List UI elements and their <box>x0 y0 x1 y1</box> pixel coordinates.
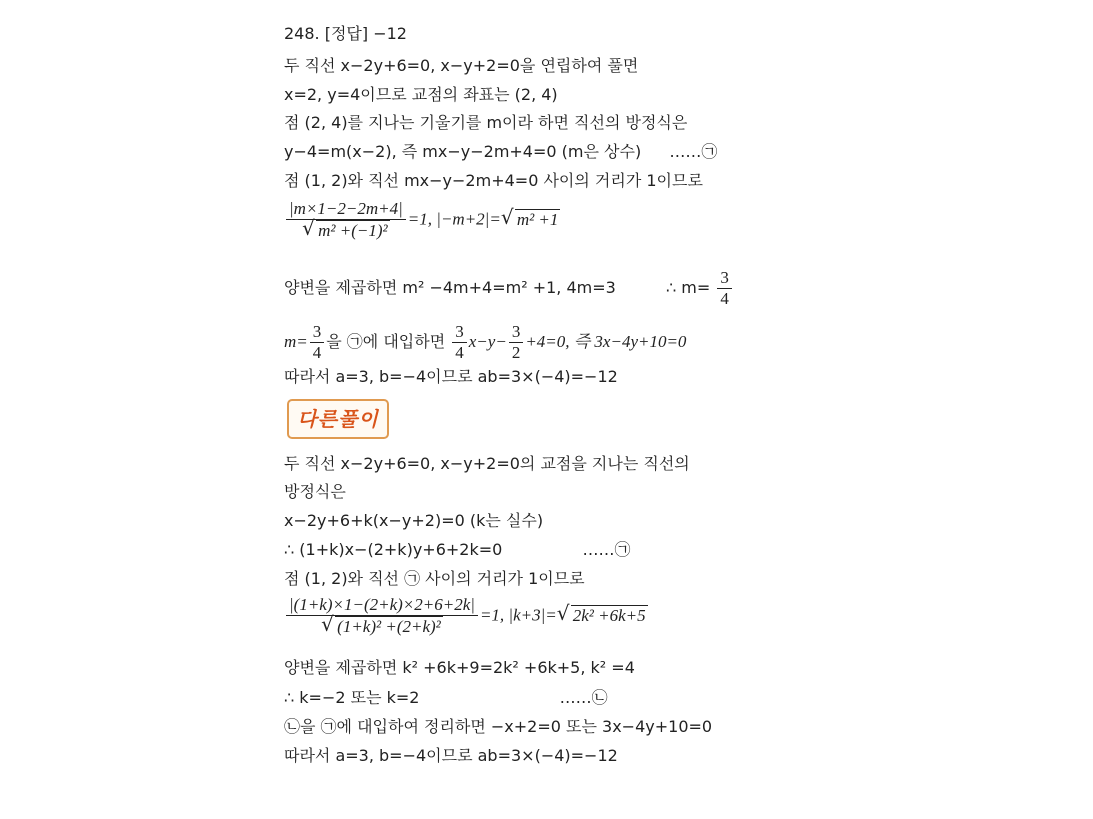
line-conclusion: 따라서 a=3, b=−4이므로 ab=3×(−4)=−12 <box>284 367 618 386</box>
alt-line-7: 양변을 제곱하면 k² +6k+9=2k² +6k+5, k² =4 <box>284 658 635 677</box>
line-intersection-point: x=2, y=4이므로 교점의 좌표는 (2, 4) <box>284 85 558 104</box>
fraction-1-denominator: √ m² +(−1)² <box>286 219 406 241</box>
m-fraction: $\frac{3}{4}$ <box>310 322 325 363</box>
equation-marker-alt-2: ……㉡ <box>559 688 608 707</box>
m-value-fraction: $\frac{3}{4}$ <box>717 268 732 309</box>
alt-line-5: 점 (1, 2)와 직선 ㉠ 사이의 거리가 1이므로 <box>284 569 585 588</box>
line-equation-text: y−4=m(x−2), 즉 mx−y−2m+4=0 (m은 상수) <box>284 142 642 161</box>
alt-line-3: x−2y+6+k(x−y+2)=0 (k는 실수) <box>284 511 544 530</box>
alt-line-10: 따라서 a=3, b=−4이므로 ab=3×(−4)=−12 <box>284 746 618 765</box>
alt-line-4: ∴ (1+k)x−(2+k)y+6+2k=0 ……㉠ <box>284 540 631 559</box>
line-equation <box>284 141 717 163</box>
distance-fraction-2 <box>286 595 478 637</box>
line-intersect-setup: 두 직선 x−2y+6=0, x−y+2=0을 연립하여 풀면 <box>284 56 639 75</box>
alt-line-1: 두 직선 x−2y+6=0, x−y+2=0의 교점을 지나는 직선의 <box>284 454 690 473</box>
therefore-m: ∴ m= <box>666 278 711 297</box>
fraction-1-numerator: |m×1−2−2m+4| <box>289 199 403 218</box>
distance-formula-1 <box>284 199 560 241</box>
coef-fraction-const: $\frac{3}{2}$ <box>509 322 524 363</box>
sqrt-2-expression: √ 2k² +6k+5 <box>556 600 646 625</box>
distance-formula-2 <box>284 595 648 637</box>
equation-marker-1: ……㉠ <box>669 142 718 161</box>
fraction-2-denominator: √ (1+k)² +(2+k)² <box>286 615 478 637</box>
equation-marker-alt-1: ……㉠ <box>582 540 631 559</box>
line-square-both-sides: 양변을 제곱하면 m² −4m+4=m² +1, 4m=3 ∴ m= $\frac{3}{4}$ <box>284 268 734 309</box>
line-substitute-m: m= $\frac{3}{4}$ 을 ㉠에 대입하면 $\frac{3}{4}$ x−y− $\frac{3}{2}$ +4=0, 즉 3x−4y+10=0 <box>284 322 687 362</box>
problem-title: 248. [정답] −12 <box>284 24 407 43</box>
alt-line-2: 방정식은 <box>284 482 346 501</box>
alt-line-8: ∴ k=−2 또는 k=2 ……㉡ <box>284 688 608 707</box>
alt-line-9: ㉡을 ㉠에 대입하여 정리하면 −x+2=0 또는 3x−4y+10=0 <box>284 717 713 736</box>
distance-fraction-1 <box>286 199 406 241</box>
coef-fraction-x: $\frac{3}{4}$ <box>452 322 467 363</box>
line-distance-condition: 점 (1, 2)와 직선 mx−y−2m+4=0 사이의 거리가 1이므로 <box>284 171 703 190</box>
fraction-1-result: =1, |−m+2|= <box>407 209 501 229</box>
sqrt-1-expression: √ m² +1 <box>500 204 559 229</box>
alternative-solution-badge: 다른풀이 <box>287 399 389 439</box>
fraction-2-result: =1, |k+3|= <box>479 605 557 625</box>
fraction-2-numerator: |(1+k)×1−(2+k)×2+6+2k| <box>289 595 475 614</box>
line-slope-intro: 점 (2, 4)를 지나는 기울기를 m이라 하면 직선의 방정식은 <box>284 113 688 132</box>
